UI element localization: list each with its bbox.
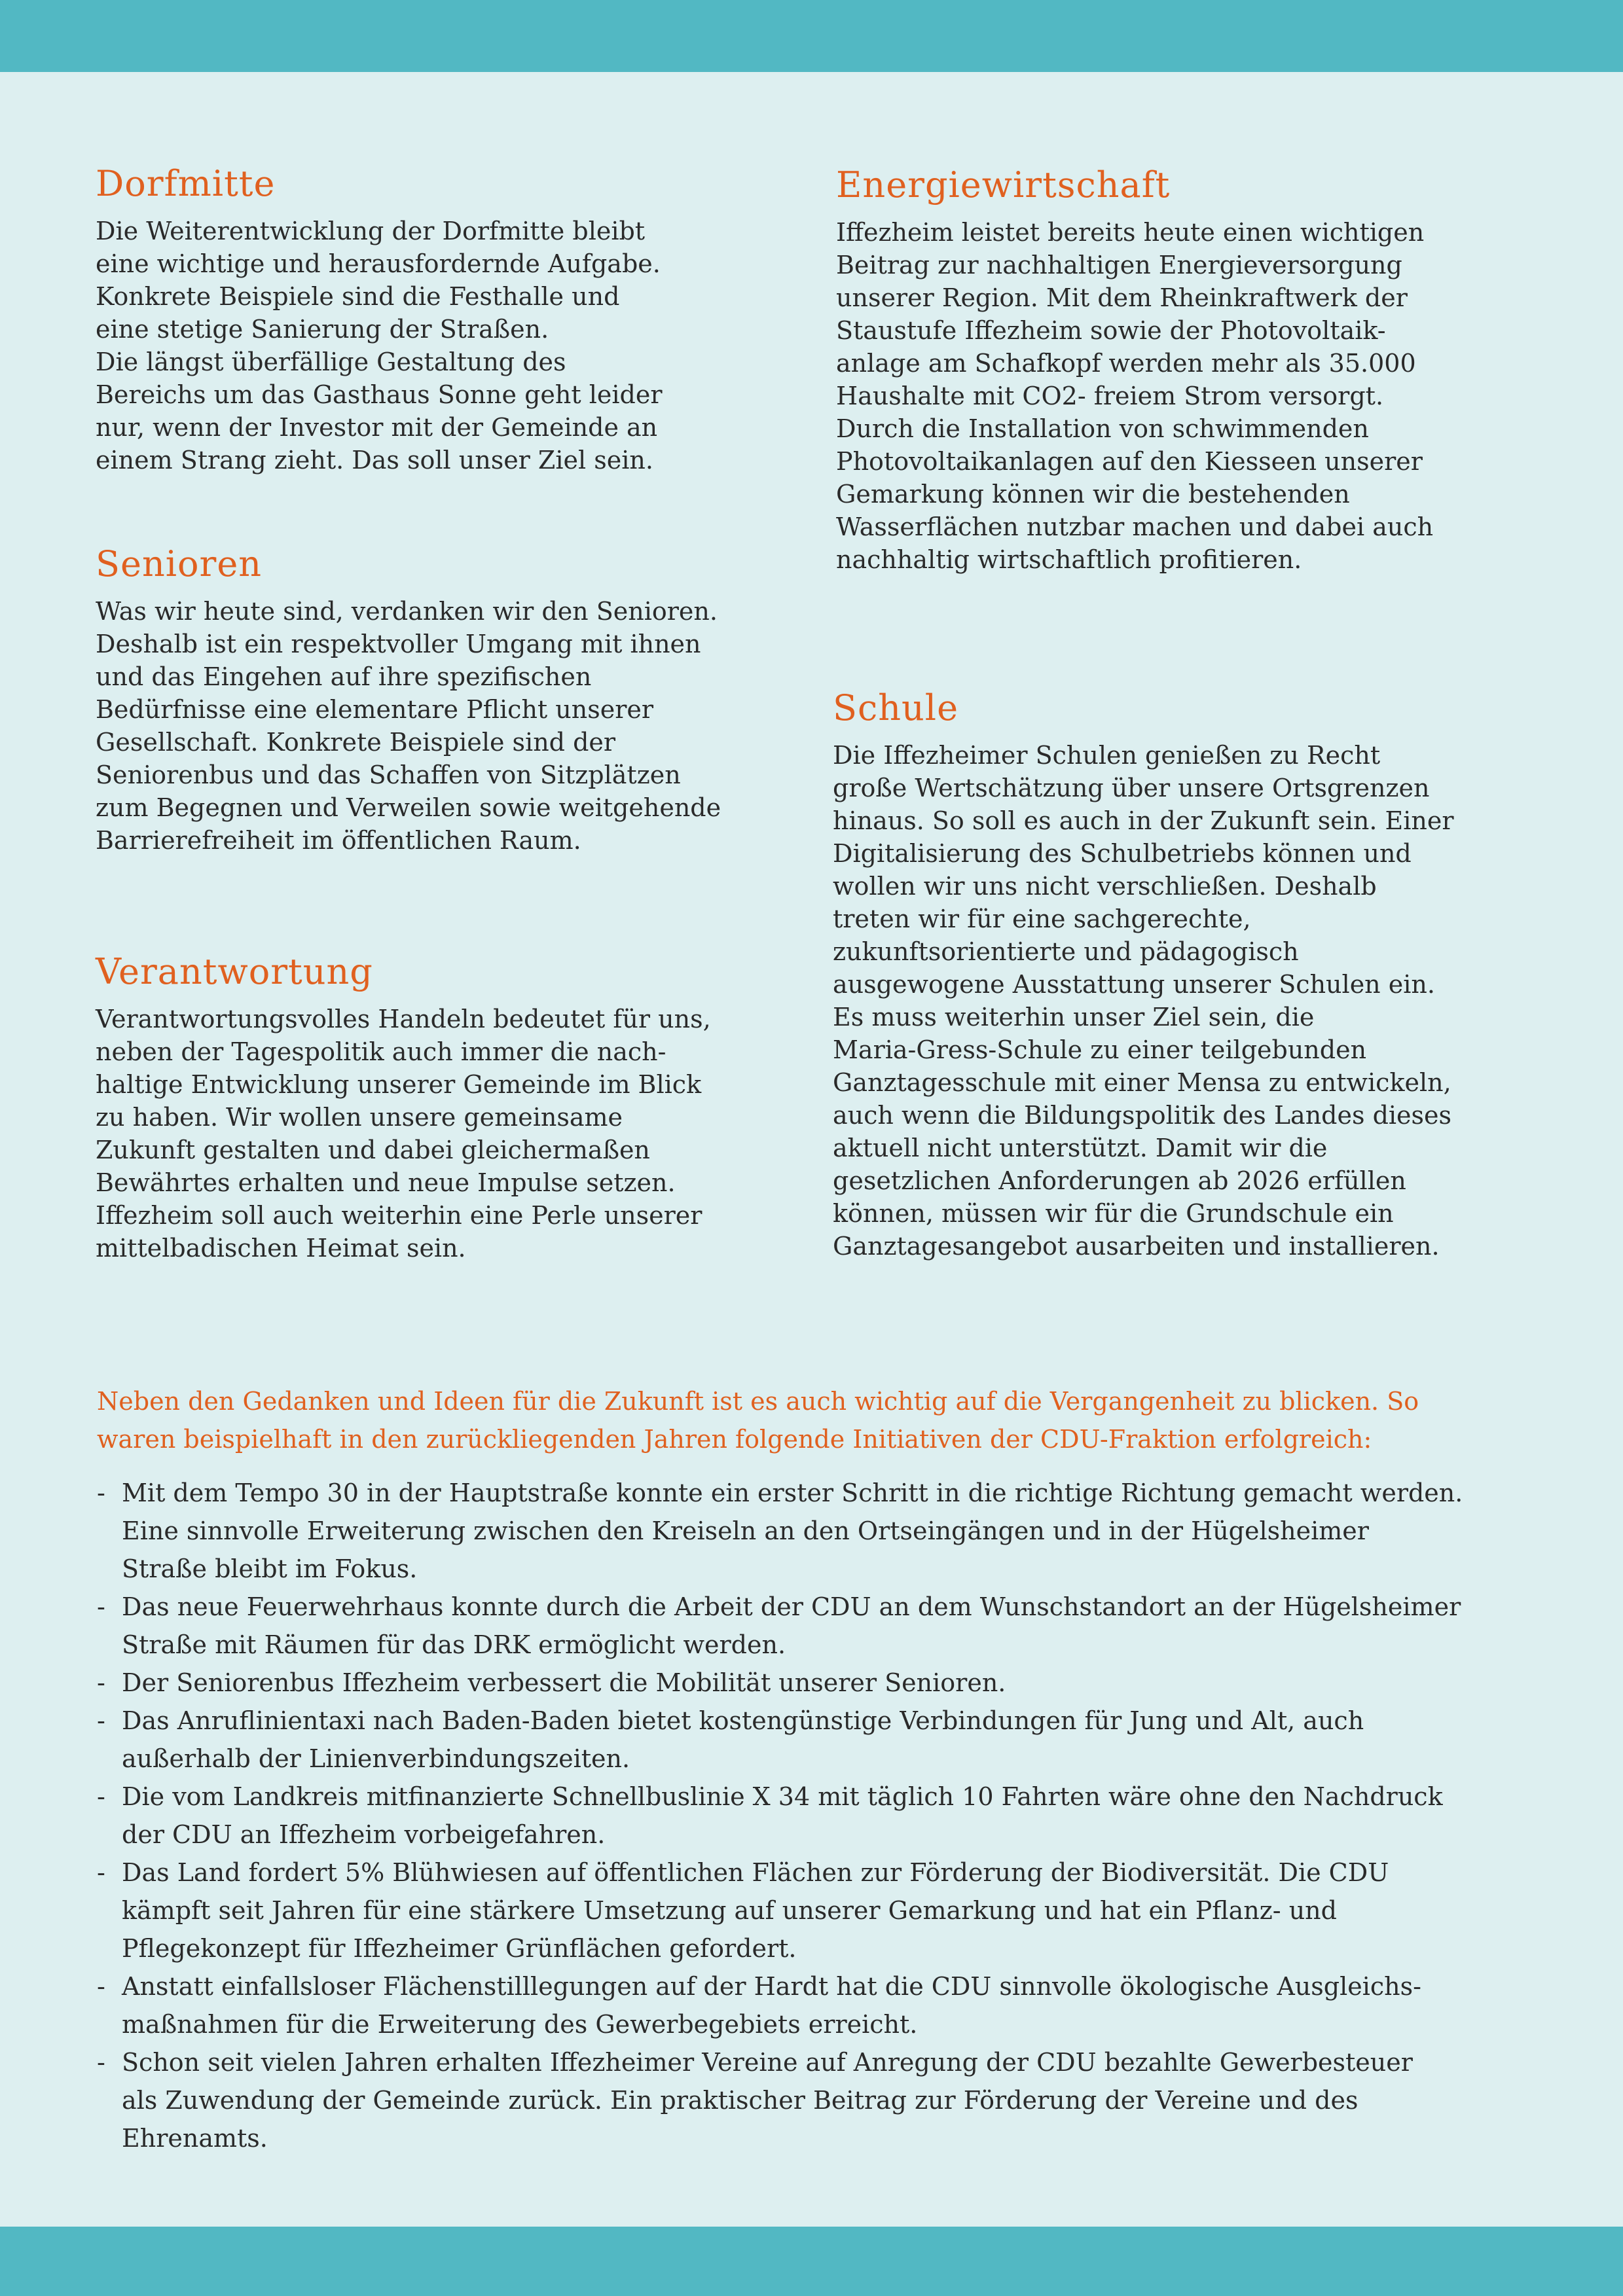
- section-body: Die Weiterentwicklung der Dorfmitte bleibt eine wichtige und herausfordernde Aufgabe. Konkrete Beispiele sind die Festhalle und eine stetige Sanierung der Straßen. Die längst überfällige Gestaltung des Bereichs um das Gasthaus Sonne geht leider nur, wenn der Investor mit der Gemeinde an einem Strang zieht. Das soll unser Ziel sein.: [96, 217, 663, 475]
- list-item-text: Das Anruflinientaxi nach Baden-Baden bietet kostengünstige Verbindungen für Jung und Alt, auch außerhalb der Linienverbindungszeiten.: [122, 1706, 1364, 1773]
- section-senioren: [96, 543, 750, 857]
- list-item: [97, 1588, 1524, 1664]
- list-item: [97, 1702, 1524, 1778]
- bullet-dash: -: [97, 1668, 105, 1697]
- bullet-dash: -: [97, 2048, 105, 2077]
- top-color-band: [0, 0, 1623, 72]
- bullet-dash: -: [97, 1858, 105, 1887]
- section-energiewirtschaft: [836, 164, 1491, 576]
- list-item-text: Das Land fordert 5% Blühwiesen auf öffentlichen Flächen zur Förderung der Biodiversität. Die CDU kämpft seit Jahren für eine stärkere Umsetzung auf unserer Gemarkung und hat ein Pflanz- und Pflegekonzept für Iffezheimer Grünflächen gefordert.: [122, 1858, 1389, 1963]
- initiatives-list: [97, 1474, 1524, 2157]
- list-item: [97, 1854, 1524, 1967]
- section-verantwortung: [96, 950, 750, 1265]
- section-heading: Dorfmitte: [96, 163, 276, 204]
- section-body: Was wir heute sind, verdanken wir den Senioren. Deshalb ist ein respektvoller Umgang mit ihnen und das Eingehen auf ihre spezifischen Bedürfnisse eine elementare Pflicht unserer Gesellschaft. Konkrete Beispiele sind der Seniorenbus und das Schaffen von Sitzplätzen zum Begegnen und Verweilen sowie weitgehende Barrierefreiheit im öffentlichen Raum.: [96, 597, 721, 855]
- list-item-text: Die vom Landkreis mitfinanzierte Schnellbuslinie X 34 mit täglich 10 Fahrten wäre ohne den Nachdruck der CDU an Iffezheim vorbeigefahren.: [122, 1782, 1443, 1849]
- list-item-text: Mit dem Tempo 30 in der Hauptstraße konnte ein erster Schritt in die richtige Richtung gemacht werden. Eine sinnvolle Erweiterung zwischen den Kreiseln an den Ortseingängen und in der Hügelsheimer Straße bleibt im Fokus.: [122, 1479, 1463, 1583]
- list-item: [97, 2043, 1524, 2157]
- section-schule: [833, 687, 1487, 1263]
- list-item: [97, 1664, 1524, 1702]
- list-item: [97, 1474, 1524, 1588]
- section-heading: Verantwortung: [96, 951, 373, 992]
- section-body: Verantwortungsvolles Handeln bedeutet für uns, neben der Tagespolitik auch immer die nach- haltige Entwicklung unserer Gemeinde im Blick zu haben. Wir wollen unsere gemeinsame Zukunft gestalten und dabei gleichermaßen Bewährtes erhalten und neue Impulse setzen. Iffezheim soll auch weiterhin eine Perle unserer mittelbadischen Heimat sein.: [96, 1005, 711, 1263]
- bullet-dash: -: [97, 1479, 105, 1507]
- bottom-color-band: [0, 2227, 1623, 2296]
- bullet-dash: -: [97, 1782, 105, 1811]
- list-item-text: Anstatt einfallsloser Flächenstilllegungen auf der Hardt hat die CDU sinnvolle ökologische Ausgleichs- maßnahmen für die Erweiterung des Gewerbegebiets erreicht.: [122, 1972, 1421, 2039]
- section-body: Iffezheim leistet bereits heute einen wichtigen Beitrag zur nachhaltigen Energieversorgung unserer Region. Mit dem Rheinkraftwerk der Staustufe Iffezheim sowie der Photovoltaik- anlage am Schafkopf werden mehr als 35.000 Haushalte mit CO2- freiem Strom versorgt. Durch die Installation von schwimmenden Photovoltaikanlagen auf den Kiesseen unserer Gemarkung können wir die bestehenden Wasserflächen nutzbar machen und dabei auch nachhaltig wirtschaftlich profitieren.: [836, 218, 1434, 574]
- section-body: Die Iffezheimer Schulen genießen zu Recht große Wertschätzung über unsere Ortsgrenzen hinaus. So soll es auch in der Zukunft sein. Einer Digitalisierung des Schulbetriebs können und wollen wir uns nicht verschließen. Deshalb treten wir für eine sachgerechte, zukunftsorientierte und pädagogisch ausgewogene Ausstattung unserer Schulen ein. Es muss weiterhin unser Ziel sein, die Maria-Gress-Schule zu einer teilgebunden Ganztagesschule mit einer Mensa zu entwickeln, auch wenn die Bildungspolitik des Landes dieses aktuell nicht unterstützt. Damit wir die gesetzlichen Anforderungen ab 2026 erfüllen können, müssen wir für die Grundschule ein Ganztagesangebot ausarbeiten und installieren.: [833, 741, 1454, 1261]
- list-item: [97, 1967, 1524, 2043]
- list-item-text: Schon seit vielen Jahren erhalten Iffezheimer Vereine auf Anregung der CDU bezahlte Gewerbesteuer als Zuwendung der Gemeinde zurück. Ein praktischer Beitrag zur Förderung der Vereine und des Ehrenamts.: [122, 2048, 1413, 2153]
- bullet-dash: -: [97, 1706, 105, 1735]
- section-heading: Senioren: [96, 543, 263, 584]
- list-item-text: Der Seniorenbus Iffezheim verbessert die Mobilität unserer Senioren.: [122, 1668, 1006, 1697]
- section-dorfmitte: [96, 162, 750, 476]
- list-item: [97, 1778, 1524, 1854]
- list-item-text: Das neue Feuerwehrhaus konnte durch die Arbeit der CDU an dem Wunschstandort an der Hügelsheimer Straße mit Räumen für das DRK ermöglicht werden.: [122, 1592, 1461, 1659]
- bullet-dash: -: [97, 1592, 105, 1621]
- bullet-dash: -: [97, 1972, 105, 2001]
- initiatives-intro: Neben den Gedanken und Ideen für die Zukunft ist es auch wichtig auf die Vergangenheit zu blicken. So waren beispielhaft in den zurückliegenden Jahren folgende Initiativen der CDU-Fraktion erfolgreich:: [97, 1387, 1419, 1454]
- section-heading: Energiewirtschaft: [836, 164, 1171, 206]
- section-heading: Schule: [833, 687, 959, 728]
